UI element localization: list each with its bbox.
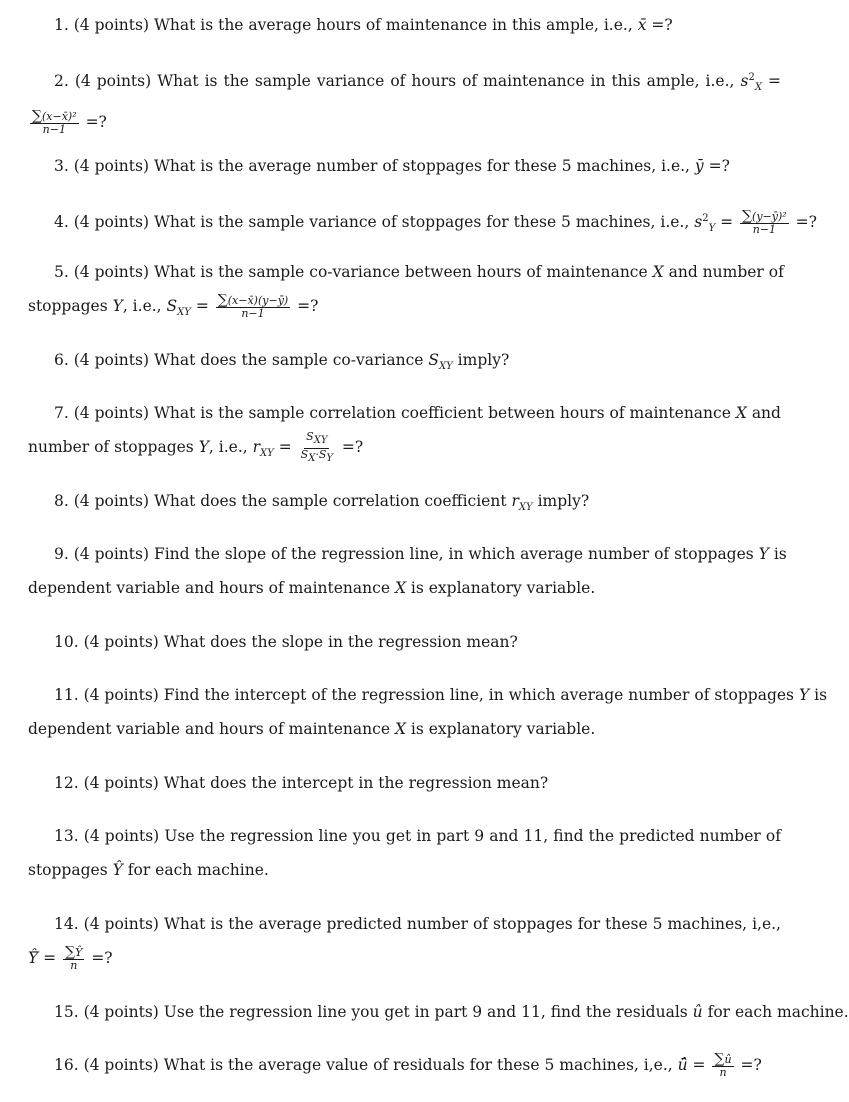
question-number: 10. [54, 633, 79, 651]
question-tail: =? [85, 113, 107, 132]
equals-sign: = [720, 213, 734, 232]
sigma-symbol: ∑ [32, 108, 42, 125]
variance-formula: $\frac{\text{∑(x−x̄)²}}{n-1}$ [32, 108, 77, 137]
question-points: (4 points) [83, 827, 160, 845]
question-number: 7. [54, 404, 69, 422]
equals-sign: = [767, 72, 781, 91]
uhat-symbol: û [692, 1003, 703, 1021]
question-text: What is the sample correlation coefficient between hours of maintenance [153, 404, 731, 422]
question-2 [28, 61, 781, 139]
ybar-symbol: ȳ [694, 157, 704, 175]
question-text-cont: and number of [668, 263, 784, 281]
question-4 [28, 202, 817, 246]
question-number: 15. [54, 1003, 79, 1021]
covariance-symbol: $S_{XY}$ [166, 297, 191, 319]
question-tail: imply? [457, 351, 510, 369]
mean-formula: $\frac{\sum Ŷ}{n}$ [65, 944, 83, 972]
question-11: 11. (4 points) Find the intercept of the regression line, in which average number of stoppages Y is dependent variable and hours of maintenance X is explanatory variable. [28, 686, 828, 738]
question-12 [28, 766, 781, 800]
question-text: What does the sample co-variance [153, 351, 424, 369]
question-7: 7. (4 points) What is the sample correlation coefficient between hours of maintenance X and number of stoppages Y, i.e., $r_{XY}$ = $\frac{S_{XY}}{S_X\cdot S_Y}$ =? [28, 404, 781, 464]
question-points: (4 points) [73, 157, 149, 175]
variance-formula: $\frac{\text{∑(y−ȳ)²}}{n-1}$ [742, 208, 787, 237]
question-number: 1. [54, 16, 69, 34]
question-number: 11. [54, 686, 79, 704]
question-number: 2. [54, 72, 69, 91]
question-number: 3. [54, 157, 69, 175]
question-text: What is the average value of residuals for these 5 machines, i,e., [163, 1056, 673, 1074]
question-tail: =? [708, 157, 730, 175]
question-number: 14. [54, 915, 79, 933]
sigma-symbol: ∑ [742, 208, 753, 225]
correlation-symbol: $r_{XY}$ [511, 492, 533, 514]
question-number: 12. [54, 774, 79, 792]
question-9: 9. (4 points) Find the slope of the regression line, in which average number of stoppages Y is dependent variable and hours of maintenance X is explanatory variable. [28, 545, 787, 597]
question-number: 6. [54, 351, 69, 369]
question-text: Use the regression line you get in part 9 and 11, find the residuals [163, 1003, 688, 1021]
question-points: (4 points) [83, 915, 159, 933]
variance-symbol: $s^2_Y$ [694, 213, 716, 235]
x-variable: X [652, 263, 664, 281]
question-3 [28, 149, 781, 183]
question-number: 5. [54, 263, 69, 281]
question-tail: imply? [537, 492, 590, 510]
question-tail: =? [91, 949, 113, 967]
question-6 [28, 343, 781, 384]
mean-formula: $\frac{\sum û}{n}$ [714, 1051, 732, 1079]
sigma-symbol: ∑ [217, 292, 228, 308]
question-points: (4 points) [73, 351, 149, 369]
question-points: (4 points) [83, 774, 159, 792]
question-tail: for each machine. [707, 1003, 849, 1021]
question-10 [28, 625, 781, 659]
y-variable: Y [112, 297, 123, 315]
question-points: (4 points) [73, 545, 149, 563]
question-number: 13. [54, 827, 79, 845]
question-number: 8. [54, 492, 69, 510]
question-tail: =? [795, 213, 817, 232]
question-points: (4 points) [73, 213, 149, 232]
question-16: 16. (4 points) What is the average value of residuals for these 5 machines, i,e., ū̂ = $\frac{\sum û}{n}$ =? [54, 1051, 762, 1079]
question-8 [28, 484, 781, 525]
question-text: What does the slope in the regression mean? [163, 633, 518, 651]
question-13: 13. (4 points) Use the regression line you get in part 9 and 11, find the predicted number of stoppages Ŷ for each machine. [28, 827, 781, 879]
question-text: What does the sample correlation coefficient [153, 492, 507, 510]
question-tail: =? [651, 16, 673, 34]
question-5: 5. (4 points) What is the sample co-variance between hours of maintenance X and number of stoppages Y, i.e., $S_{XY}$ = $\frac{\sum(x-x̄)(y-ȳ)}{n-1}$ =? [28, 263, 784, 320]
question-number: 9. [54, 545, 69, 563]
question-text: Find the intercept of the regression line, in which average number of stoppages [163, 686, 795, 704]
x-variable: X [735, 404, 747, 422]
question-text: What is the average number of stoppages for these 5 machines, i.e., [153, 157, 690, 175]
yhat-bar-symbol: Ŷ̄ [28, 949, 39, 967]
question-text: What is the sample variance of hours of maintenance in this ample, i.e., [157, 72, 735, 91]
question-points: (4 points) [83, 1003, 159, 1021]
question-1 [28, 8, 781, 42]
question-points: (4 points) [74, 72, 152, 91]
y-variable: Y [758, 545, 769, 563]
correlation-symbol: $r_{XY}$ [252, 438, 274, 460]
question-points: (4 points) [83, 1056, 159, 1074]
question-tail: =? [341, 438, 364, 456]
yhat-symbol: Ŷ [112, 861, 123, 879]
y-variable: Y [198, 438, 209, 456]
sigma-symbol: ∑ [65, 944, 76, 960]
x-variable: X [394, 720, 406, 738]
variance-symbol: $s^2_X$ [740, 72, 762, 94]
question-text: Use the regression line you get in part 9 and 11, find the predicted number of [164, 827, 781, 845]
x-variable: X [394, 579, 406, 597]
question-points: (4 points) [83, 633, 159, 651]
ubar-symbol: ū̂ [677, 1056, 688, 1074]
question-points: (4 points) [73, 404, 150, 422]
covariance-formula: $\frac{\sum(x-x̄)(y-ȳ)}{n-1}$ [217, 292, 289, 320]
question-15 [28, 995, 849, 1029]
question-points: (4 points) [83, 686, 159, 704]
correlation-formula: $\frac{S_{XY}}{S_X\cdot S_Y}$ [300, 430, 333, 464]
question-tail: =? [740, 1056, 762, 1074]
y-variable: Y [798, 686, 810, 704]
question-points: (4 points) [73, 16, 149, 34]
question-number: 4. [54, 213, 69, 232]
xbar-symbol: x̄ [637, 16, 647, 34]
question-text: What does the intercept in the regression mean? [163, 774, 549, 792]
sigma-symbol: ∑ [714, 1051, 725, 1067]
question-14: 14. (4 points) What is the average predicted number of stoppages for these 5 machines, i,e., Ŷ̄ = $\frac{\sum Ŷ}{n}$ =? [28, 915, 781, 972]
question-text: What is the average hours of maintenance in this ample, i.e., [153, 16, 633, 34]
question-text: What is the sample variance of stoppages for these 5 machines, i.e., [153, 213, 690, 232]
question-number: 16. [54, 1056, 79, 1074]
question-points: (4 points) [73, 263, 149, 281]
question-text: What is the average predicted number of stoppages for these 5 machines, i,e., [163, 915, 781, 933]
question-text: What is the sample co-variance between hours of maintenance [153, 263, 648, 281]
question-points: (4 points) [73, 492, 149, 510]
covariance-symbol: $S_{XY}$ [428, 351, 453, 373]
question-text: Find the slope of the regression line, in which average number of stoppages [153, 545, 754, 563]
question-tail: =? [297, 297, 319, 315]
